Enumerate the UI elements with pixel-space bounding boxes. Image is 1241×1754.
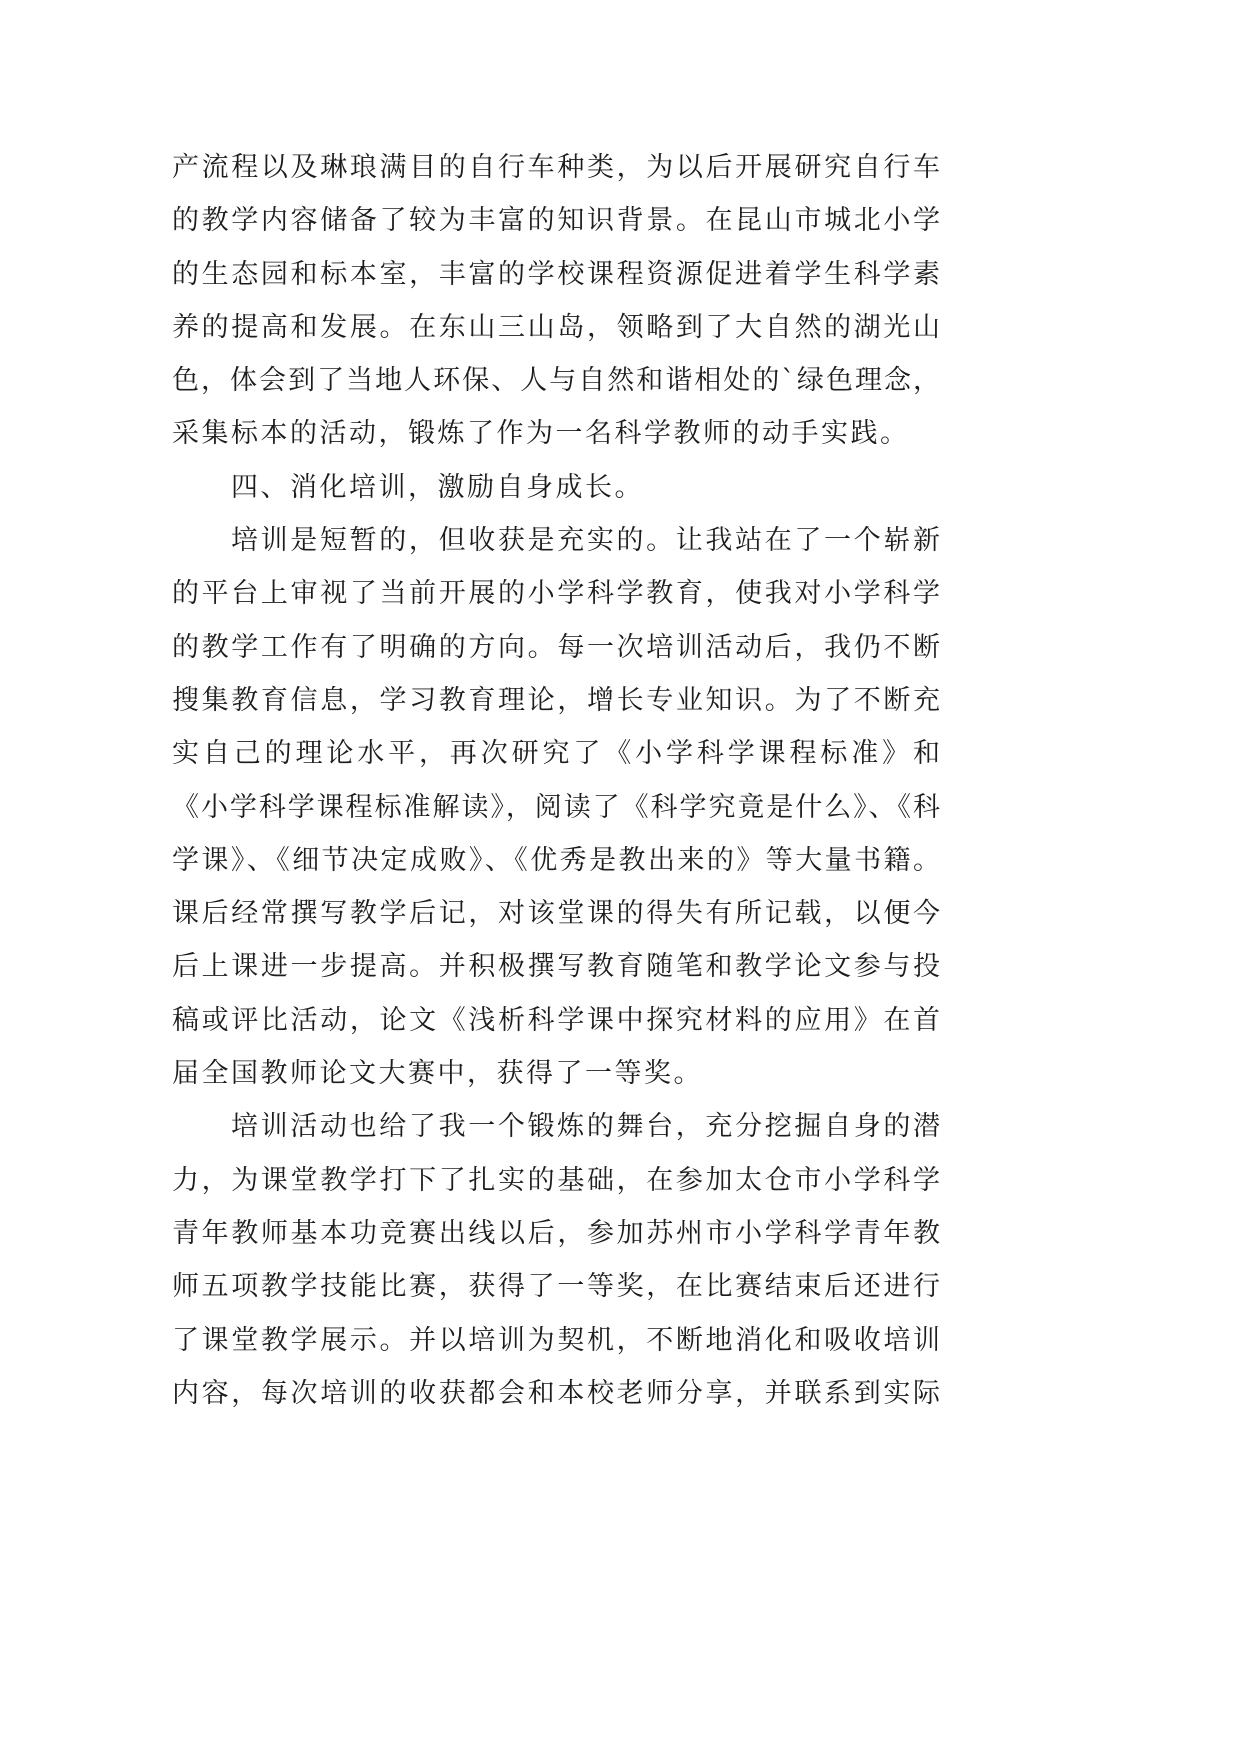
text-line: 色，体会到了当地人环保、人与自然和谐相处的`绿色理念， bbox=[172, 365, 940, 397]
text-line: 搜集教育信息，学习教育理论，增长专业知识。为了不断充 bbox=[172, 684, 940, 716]
text-line: 力，为课堂教学打下了扎实的基础，在参加太仓市小学科学 bbox=[172, 1164, 940, 1196]
section-heading bbox=[172, 461, 940, 514]
paragraph bbox=[172, 514, 940, 1100]
text-line: 《小学科学课程标准解读》，阅读了《科学究竟是什么》、《科 bbox=[172, 791, 940, 823]
text-line: 课后经常撰写教学后记，对该堂课的得失有所记载，以便今 bbox=[172, 898, 940, 930]
text-line: 稿或评比活动，论文《浅析科学课中探究材料的应用》在首 bbox=[172, 1004, 940, 1036]
text-line: 的教学内容储备了较为丰富的知识背景。在昆山市城北小学 bbox=[172, 205, 940, 237]
paragraph bbox=[172, 1100, 940, 1420]
paragraph bbox=[172, 141, 940, 461]
text-line: 实自己的理论水平，再次研究了《小学科学课程标准》和 bbox=[172, 738, 940, 770]
document-body bbox=[172, 141, 940, 1420]
text-line: 届全国教师论文大赛中，获得了一等奖。 bbox=[172, 1058, 703, 1090]
text-line: 养的提高和发展。在东山三山岛，领略到了大自然的湖光山 bbox=[172, 311, 940, 343]
heading-text: 四、消化培训，激励自身成长。 bbox=[231, 471, 644, 503]
text-line: 培训是短暂的，但收获是充实的。让我站在了一个崭新 bbox=[231, 525, 940, 557]
text-line: 师五项教学技能比赛，获得了一等奖，在比赛结束后还进行 bbox=[172, 1271, 940, 1303]
text-line: 培训活动也给了我一个锻炼的舞台，充分挖掘自身的潜 bbox=[231, 1111, 940, 1143]
text-line: 的教学工作有了明确的方向。每一次培训活动后，我仍不断 bbox=[172, 631, 940, 663]
text-line: 产流程以及琳琅满目的自行车种类，为以后开展研究自行车 bbox=[172, 152, 940, 183]
text-line: 采集标本的活动，锻炼了作为一名科学教师的动手实践。 bbox=[172, 418, 910, 450]
text-line: 的平台上审视了当前开展的小学科学教育，使我对小学科学 bbox=[172, 578, 940, 610]
text-line: 青年教师基本功竞赛出线以后，参加苏州市小学科学青年教 bbox=[172, 1217, 940, 1249]
text-line: 了课堂教学展示。并以培训为契机，不断地消化和吸收培训 bbox=[172, 1324, 940, 1356]
text-line: 学课》、《细节决定成败》、《优秀是教出来的》等大量书籍。 bbox=[172, 844, 940, 876]
text-line: 的生态园和标本室，丰富的学校课程资源促进着学生科学素 bbox=[172, 258, 940, 290]
text-line: 后上课进一步提高。并积极撰写教育随笔和教学论文参与投 bbox=[172, 951, 940, 983]
text-line: 内容，每次培训的收获都会和本校老师分享，并联系到实际 bbox=[172, 1377, 940, 1409]
